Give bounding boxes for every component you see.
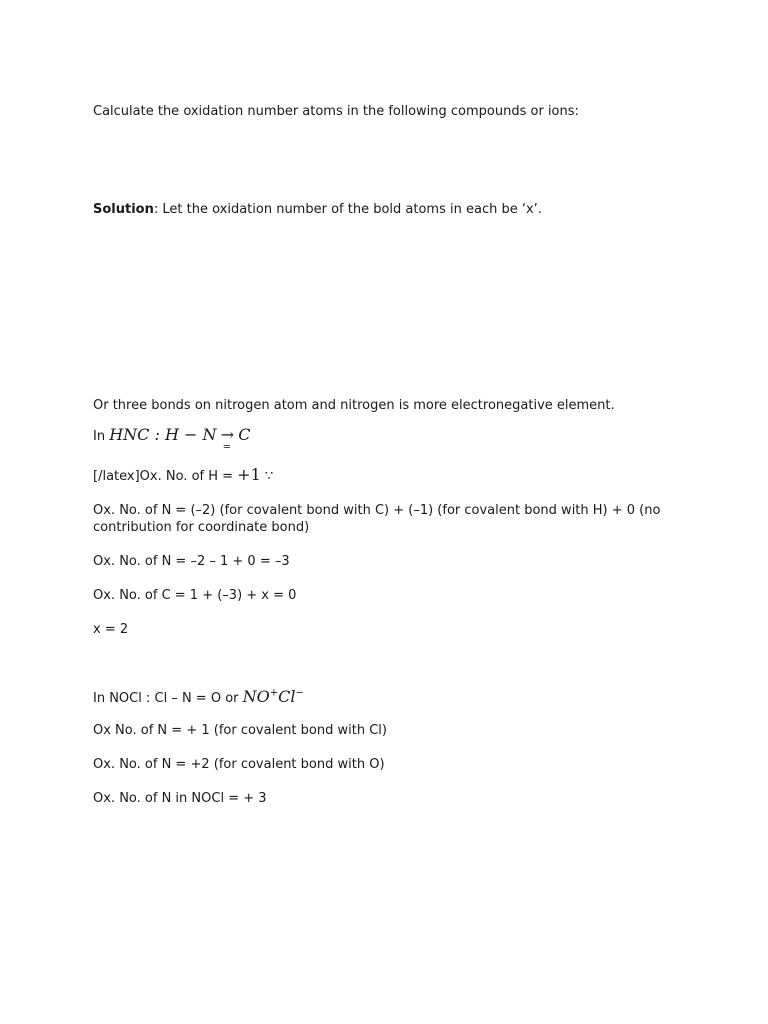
because-symbol: ∵	[260, 469, 274, 484]
triple-bond-mark: =	[222, 442, 232, 453]
solution-paragraph	[93, 201, 683, 218]
nocl-ionic-formula: NO+Cl−	[242, 687, 304, 706]
nocl-prefix: In NOCl : Cl – N = O or	[93, 691, 243, 706]
c-oxidation-line: Ox. No. of C = 1 + (–3) + x = 0	[93, 588, 297, 603]
n-sum-line: Ox. No. of N = –2 – 1 + 0 = –3	[93, 554, 290, 569]
n-oxidation-line: Ox. No. of N = (–2) (for covalent bond with C) + (–1) (for covalent bond with H) + 0 (no contribution for coordinate bond)	[93, 503, 661, 535]
in-prefix: In	[93, 429, 106, 444]
x-result-line: x = 2	[93, 622, 129, 637]
hnc-intro: Or three bonds on nitrogen atom and nitrogen is more electronegative element.	[93, 398, 615, 413]
h-oxidation-line	[93, 466, 683, 485]
nocl-line-2: Ox. No. of N = +2 (for covalent bond with O)	[93, 757, 385, 772]
solution-label: Solution	[93, 202, 154, 217]
question-text: Calculate the oxidation number atoms in the following compounds or ions:	[93, 104, 579, 119]
hnc-formula-right: C	[238, 425, 251, 444]
coordinate-arrow: → =	[221, 426, 234, 443]
h-line-prefix: [/latex]Ox. No. of H =	[93, 469, 238, 484]
nocl-formula-line	[93, 688, 683, 707]
nocl-line-3: Ox. No. of N in NOCl = + 3	[93, 791, 267, 806]
hnc-formula-left: HNC : H − N	[109, 425, 217, 444]
hnc-formula-line	[93, 425, 683, 453]
h-value: +1	[237, 465, 261, 484]
nocl-line-1: Ox No. of N = + 1 (for covalent bond with Cl)	[93, 723, 387, 738]
solution-text: : Let the oxidation number of the bold atoms in each be ‘x’.	[153, 202, 542, 217]
